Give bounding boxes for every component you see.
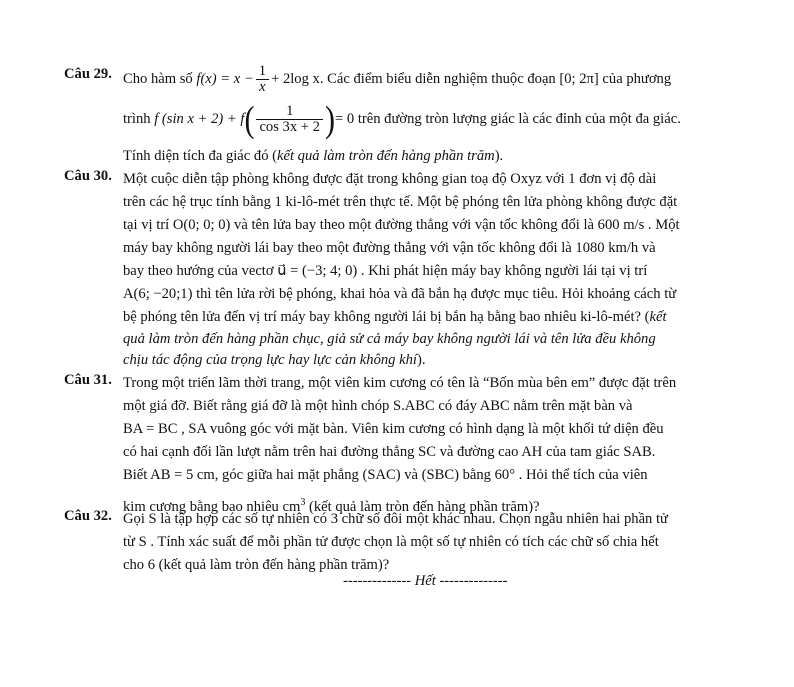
question-32	[64, 508, 740, 577]
question-31-line: một giá đỡ. Biết rằng giá đỡ là một hình chóp S.ABC có đáy ABC nằm trên mặt bàn và	[123, 398, 633, 414]
question-31-line: Trong một triển lãm thời trang, một viên kim cương có tên là “Bốn mùa bên em” được đặt trên	[123, 375, 677, 391]
question-30-line: bay theo hướng của vectơ u⃗ = (−3; 4; 0) . Khi phát hiện máy bay không người lái tại vị trí	[123, 263, 648, 279]
fraction-1-over-cos: $\frac{1}{\cos 3x + 2}$	[256, 104, 323, 135]
close-paren: )	[324, 98, 335, 140]
question-29	[64, 64, 740, 168]
question-31	[64, 372, 740, 519]
question-30-line: bệ phóng tên lửa đến vị trí máy bay không người lái bị bắn hạ bằng bao nhiêu ki-lô-mét? (kết	[123, 309, 667, 325]
open-paren: (	[244, 98, 255, 140]
question-30	[64, 168, 740, 371]
question-30-note: quả làm tròn đến hàng phần chục, giả sử cả máy bay không người lái và tên lửa đều không	[123, 331, 656, 347]
question-29-label: Câu 29.	[64, 66, 112, 82]
question-29-line-2: trình f (sin x + 2) + f( $\frac{1}{\cos 3x + 2}$ )= 0 trên đường tròn lượng giác là các đỉnh của một đa giác.	[123, 98, 681, 140]
question-31-line: có hai cạnh đối lần lượt nằm trên hai đường thẳng SC và đường cao AH của tam giác SAB.	[123, 444, 656, 460]
question-30-line: máy bay không người lái bay theo một đường thẳng với vận tốc không đổi là 1080 km/h và	[123, 240, 656, 256]
question-30-line: Một cuộc diễn tập phòng không được đặt trong không gian toạ độ Oxyz với 1 đơn vị độ dài	[123, 171, 657, 187]
question-29-line-1: Cho hàm số f(x) = x − $\frac{1}{x}$ + 2log x. Các điểm biểu diễn nghiệm thuộc đoạn [0; 2π] của phương	[123, 63, 672, 95]
question-31-label: Câu 31.	[64, 372, 112, 388]
question-31-line-6: kim cương bằng bao nhiêu $cm^3$ (kết quả làm tròn đến hàng phần trăm)?	[123, 497, 540, 515]
question-32-line: cho 6 (kết quả làm tròn đến hàng phần trăm)?	[123, 557, 390, 573]
question-30-label: Câu 30.	[64, 168, 112, 184]
question-32-label: Câu 32.	[64, 508, 112, 524]
question-31-line: Biết AB = 5 cm, góc giữa hai mặt phẳng (SAC) và (SBC) bằng 60° . Hỏi thể tích của viên	[123, 467, 648, 483]
end-marker: -------------- Hết --------------	[343, 573, 508, 589]
question-32-line: từ S . Tính xác suất để mỗi phần tử được chọn là một số tự nhiên có tích các chữ số chia hết	[123, 534, 659, 550]
question-29-line-3: Tính diện tích đa giác đó (kết quả làm tròn đến hàng phần trăm).	[123, 148, 504, 164]
question-31-line: BA = BC , SA vuông góc với mặt bàn. Viên kim cương có hình dạng là một khối tứ diện đều	[123, 421, 664, 437]
question-30-note-end: chịu tác động của trọng lực hay lực cản không khí).	[123, 352, 426, 368]
end-word: Hết	[414, 573, 436, 589]
question-30-line: trên các hệ trục tính bằng 1 ki-lô-mét trên thực tế. Một bệ phóng tên lửa phòng không được đặt	[123, 194, 678, 210]
fraction-1-over-x: $\frac{1}{x}$	[256, 64, 269, 95]
question-30-line: tại vị trí O(0; 0; 0) và tên lửa bay theo một đường thẳng với vận tốc không đổi là 600 m/s . Một	[123, 217, 680, 233]
question-30-line: A(6; −20;1) thì tên lửa rời bệ phóng, khai hỏa và đã bắn hạ được mục tiêu. Hỏi khoảng cách từ	[123, 286, 677, 302]
question-32-line: Gọi S là tập hợp các số tự nhiên có 3 chữ số đôi một khác nhau. Chọn ngẫu nhiên hai phần tử	[123, 511, 668, 527]
